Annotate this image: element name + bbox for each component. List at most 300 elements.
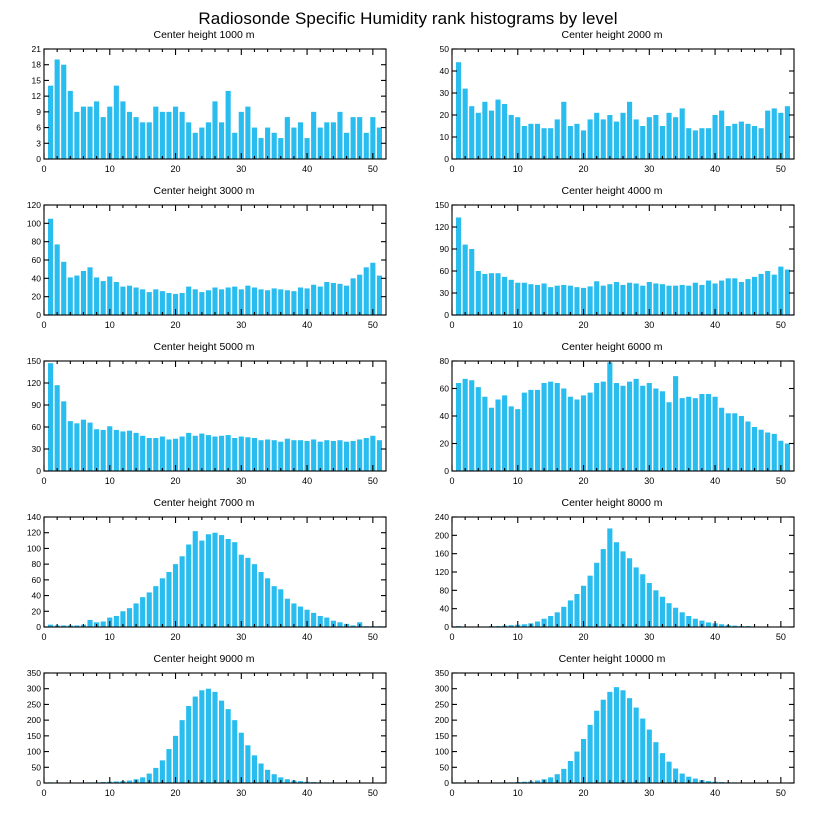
histogram-bar [94,101,99,159]
histogram-bar [581,586,586,627]
y-tick-label: 80 [439,585,449,596]
histogram-bar [180,437,185,471]
histogram-bar [278,138,283,159]
panel-title: Center height 10000 m [558,653,666,665]
histogram-bar [147,592,152,627]
histogram-bar [489,408,494,471]
histogram-bar [778,113,783,159]
histogram-bar [561,607,566,627]
histogram-bar [186,545,191,628]
y-tick-label: 60 [31,574,41,585]
histogram-bar [627,558,632,627]
histogram-bar [542,283,547,315]
histogram-bar [127,286,132,315]
plot-area [0,341,408,497]
histogram-bar [81,271,86,315]
x-tick-label: 20 [578,476,589,486]
histogram-bar [324,440,329,471]
y-tick-label: 100 [26,746,41,757]
x-tick-label: 0 [41,632,47,642]
histogram-bar [719,111,724,159]
plot-area [408,29,816,185]
histogram-bar [594,563,599,627]
histogram-bar [588,576,593,627]
histogram-bar [232,133,237,159]
histogram-bar [245,286,250,315]
x-tick-label: 50 [367,788,378,798]
histogram-bar [548,382,553,471]
histogram-bar [291,291,296,315]
panel-title: Center height 3000 m [153,185,255,197]
histogram-bar [469,249,474,315]
histogram-bar [660,753,665,783]
histogram-bar [364,133,369,159]
y-tick-label: 30 [439,88,449,98]
y-tick-label: 120 [26,378,41,388]
y-tick-label: 120 [434,222,449,232]
histogram-bar [627,382,632,471]
histogram-bar [542,383,547,471]
histogram-bar [739,122,744,159]
histogram-bar [647,383,652,471]
histogram-bar [548,777,553,783]
x-tick-label: 50 [775,476,786,486]
y-tick-label: 0 [36,778,41,788]
histogram-bar [680,774,685,783]
histogram-bar [588,725,593,783]
histogram-bar [212,437,217,471]
y-tick-label: 20 [31,606,41,617]
histogram-bar [509,406,514,471]
histogram-bar [515,117,520,159]
histogram-bar [601,549,606,627]
histogram-bar [673,286,678,315]
chart-grid [0,29,816,809]
y-tick-label: 10 [439,132,449,142]
y-tick-label: 0 [444,466,449,476]
chart-panel [0,29,408,185]
histogram-bar [555,286,560,315]
histogram-bar [706,281,711,315]
histogram-bar [311,613,316,627]
histogram-bar [285,779,290,783]
panel-title: Center height 5000 m [153,341,255,353]
histogram-bar [239,112,244,159]
histogram-bar [173,736,178,783]
y-tick-label: 6 [36,122,41,133]
histogram-bar [278,442,283,471]
histogram-bar [620,386,625,471]
x-tick-label: 0 [41,788,47,798]
histogram-bar [127,112,132,159]
histogram-bar [561,389,566,472]
y-tick-label: 250 [26,699,41,710]
histogram-bar [482,274,487,315]
histogram-bar [265,578,270,627]
x-tick-label: 50 [775,788,786,798]
histogram-bar [699,285,704,315]
histogram-bar [87,107,92,159]
histogram-bar [212,533,217,627]
histogram-bar [232,720,237,783]
histogram-bar [74,276,79,315]
histogram-bar [522,126,527,159]
y-tick-label: 80 [31,559,41,570]
x-tick-label: 20 [170,476,181,486]
histogram-bar [594,113,599,159]
histogram-bar [548,287,553,315]
x-tick-label: 20 [578,632,589,642]
x-tick-label: 30 [644,788,655,798]
y-tick-label: 60 [439,266,449,276]
y-tick-label: 300 [434,683,449,694]
chart-panel [408,653,816,809]
y-tick-label: 60 [439,383,449,394]
y-tick-label: 300 [26,683,41,694]
histogram-bar [285,290,290,315]
x-tick-label: 20 [170,632,181,642]
y-tick-label: 0 [36,154,41,164]
histogram-bar [726,126,731,159]
histogram-bar [660,126,665,159]
x-tick-label: 0 [449,164,455,174]
y-tick-label: 30 [31,444,41,454]
panel-title: Center height 7000 m [153,497,255,509]
histogram-bar [759,274,764,315]
histogram-bar [653,115,658,159]
histogram-bar [640,574,645,627]
histogram-bar [153,289,158,315]
histogram-bar [258,764,263,783]
x-tick-label: 30 [236,164,247,174]
histogram-bar [482,102,487,159]
x-tick-label: 50 [367,476,378,486]
histogram-bar [620,551,625,627]
y-tick-label: 15 [31,75,41,86]
histogram-bar [74,112,79,159]
histogram-bar [561,769,566,783]
histogram-bar [331,441,336,471]
histogram-bar [535,390,540,471]
x-tick-label: 10 [104,476,115,486]
histogram-bar [199,690,204,783]
histogram-bar [140,597,145,627]
histogram-bar [272,133,277,159]
x-tick-label: 40 [302,320,313,330]
histogram-bar [186,122,191,159]
histogram-bar [693,779,698,783]
histogram-bar [265,128,270,159]
histogram-bar [193,531,198,627]
rank-histogram [0,653,408,809]
histogram-bar [180,556,185,627]
histogram-bar [686,397,691,471]
histogram-bar [673,117,678,159]
histogram-bar [87,423,92,471]
x-tick-label: 0 [41,164,47,174]
histogram-bar [699,394,704,471]
histogram-bar [68,91,73,159]
histogram-bar [673,376,678,471]
histogram-bar [120,431,125,471]
histogram-bar [495,100,500,159]
y-tick-label: 40 [439,603,449,614]
histogram-bar [166,293,171,315]
histogram-bar [318,442,323,471]
y-tick-label: 20 [439,438,449,449]
histogram-bar [666,762,671,783]
histogram-bar [199,292,204,315]
y-tick-label: 50 [31,762,41,773]
histogram-bar [219,436,224,471]
histogram-bar [311,439,316,471]
y-tick-label: 21 [31,44,41,54]
histogram-bar [574,400,579,472]
histogram-bar [561,285,566,315]
histogram-bar [324,122,329,159]
histogram-bar [528,390,533,471]
histogram-bar [699,128,704,159]
histogram-bar [739,282,744,315]
y-tick-label: 350 [434,668,449,678]
histogram-bar [114,282,119,315]
histogram-bar [568,126,573,159]
histogram-bar [160,760,165,783]
histogram-bar [377,276,382,315]
histogram-bar [291,128,296,159]
histogram-bar [778,267,783,315]
histogram-bar [101,281,106,315]
histogram-bar [627,698,632,783]
x-tick-label: 0 [449,476,455,486]
panel-title: Center height 6000 m [561,341,663,353]
histogram-bar [634,283,639,315]
histogram-bar [87,620,92,627]
histogram-bar [134,433,139,471]
histogram-bar [107,107,112,159]
histogram-bar [476,387,481,471]
y-tick-label: 18 [31,59,41,70]
histogram-bar [186,706,191,783]
histogram-bar [114,86,119,159]
x-tick-label: 50 [367,164,378,174]
plot-area [0,497,408,653]
histogram-bar [713,397,718,471]
histogram-bar [160,437,165,471]
histogram-bar [574,594,579,627]
chart-panel [0,653,408,809]
x-tick-label: 10 [512,632,523,642]
histogram-bar [351,278,356,315]
histogram-bar [252,128,257,159]
histogram-bar [337,622,342,627]
histogram-bar [114,430,119,471]
histogram-bar [258,440,263,471]
x-tick-label: 30 [644,476,655,486]
histogram-bar [614,383,619,471]
chart-panel [408,341,816,497]
histogram-bar [666,402,671,471]
histogram-bar [745,124,750,159]
histogram-bar [226,288,231,316]
histogram-bar [568,397,573,471]
chart-panel [408,497,816,653]
histogram-bar [765,271,770,315]
histogram-bar [463,245,468,315]
histogram-bar [134,603,139,627]
histogram-bar [193,289,198,315]
histogram-bar [212,101,217,159]
histogram-bar [153,438,158,471]
x-tick-label: 10 [512,164,523,174]
histogram-bar [607,284,612,315]
histogram-bar [160,578,165,627]
y-tick-label: 9 [36,106,41,117]
histogram-bar [528,124,533,159]
histogram-bar [245,107,250,159]
histogram-bar [693,619,698,627]
y-tick-label: 40 [31,590,41,601]
histogram-bar [634,567,639,627]
histogram-bar [186,433,191,471]
histogram-bar [344,286,349,315]
histogram-bar [337,284,342,315]
histogram-bar [620,690,625,783]
histogram-bar [719,408,724,471]
histogram-bar [331,283,336,315]
y-tick-label: 120 [434,567,449,577]
histogram-bar [489,111,494,159]
histogram-bar [147,292,152,315]
histogram-bar [219,701,224,783]
histogram-bar [331,122,336,159]
histogram-bar [351,441,356,471]
y-tick-label: 0 [444,778,449,788]
histogram-bar [581,395,586,471]
y-tick-label: 140 [26,512,41,522]
histogram-bar [311,112,316,159]
histogram-bar [653,590,658,627]
histogram-bar [745,422,750,472]
histogram-bar [732,278,737,315]
histogram-bar [680,612,685,627]
histogram-bar [634,379,639,471]
y-tick-label: 200 [434,530,449,541]
x-tick-label: 40 [302,632,313,642]
histogram-bar [134,117,139,159]
histogram-bar [285,117,290,159]
histogram-bar [620,285,625,315]
histogram-bar [601,286,606,315]
histogram-bar [186,287,191,315]
panel-title: Center height 9000 m [153,653,255,665]
histogram-bar [535,622,540,628]
histogram-bar [344,442,349,471]
histogram-bar [686,128,691,159]
x-tick-label: 40 [302,476,313,486]
y-tick-label: 0 [444,310,449,320]
histogram-bar [357,117,362,159]
histogram-bar [173,107,178,159]
histogram-bar [548,128,553,159]
histogram-bar [752,277,757,315]
x-tick-label: 20 [578,788,589,798]
histogram-bar [680,285,685,315]
histogram-bar [166,749,171,783]
histogram-bar [258,289,263,315]
x-tick-label: 10 [512,476,523,486]
histogram-bar [548,616,553,627]
histogram-bar [265,439,270,471]
x-tick-label: 0 [449,320,455,330]
histogram-bar [285,439,290,471]
histogram-bar [226,91,231,159]
x-tick-label: 30 [236,476,247,486]
histogram-bar [660,284,665,315]
histogram-bar [265,290,270,315]
histogram-bar [351,117,356,159]
x-tick-label: 40 [302,164,313,174]
plot-area [408,653,816,809]
histogram-bar [660,597,665,627]
histogram-bar [48,219,53,315]
x-tick-label: 10 [104,632,115,642]
histogram-bar [647,117,652,159]
histogram-bar [574,124,579,159]
histogram-bar [206,290,211,315]
histogram-bar [574,287,579,315]
histogram-bar [258,138,263,159]
x-tick-label: 10 [104,320,115,330]
y-tick-label: 40 [31,273,41,284]
histogram-bar [252,288,257,316]
histogram-bar [245,745,250,783]
histogram-bar [726,278,731,315]
histogram-bar [653,389,658,472]
histogram-bar [364,267,369,315]
histogram-bar [370,117,375,159]
histogram-bar [61,401,66,471]
chart-panel [0,341,408,497]
histogram-bar [522,393,527,471]
x-tick-label: 10 [512,788,523,798]
histogram-bar [666,113,671,159]
histogram-bar [574,752,579,783]
histogram-bar [469,380,474,471]
histogram-bar [726,413,731,471]
histogram-bar [55,244,60,315]
histogram-bar [515,409,520,471]
histogram-bar [272,774,277,783]
histogram-bar [476,271,481,315]
histogram-bar [509,280,514,315]
y-tick-label: 50 [439,44,449,54]
x-tick-label: 40 [710,476,721,486]
x-tick-label: 40 [710,632,721,642]
x-tick-label: 50 [367,320,378,330]
histogram-bar [193,697,198,783]
histogram-bar [469,106,474,159]
histogram-bar [212,288,217,316]
x-tick-label: 20 [578,320,589,330]
histogram-bar [311,285,316,315]
histogram-bar [535,285,540,315]
y-tick-label: 240 [434,512,449,522]
histogram-bar [147,122,152,159]
rank-histogram [0,185,408,341]
histogram-bar [502,395,507,471]
histogram-bar [680,398,685,471]
